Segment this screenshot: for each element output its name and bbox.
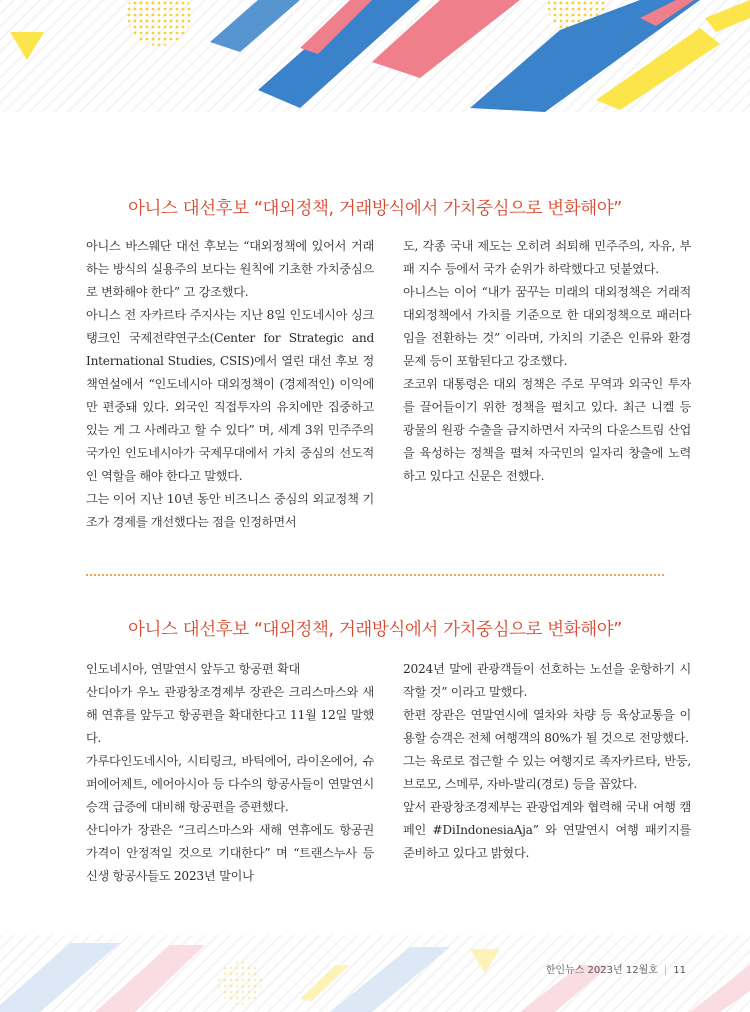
pink-stroke-shape <box>95 945 205 1012</box>
paragraph: 인도네시아, 연말연시 앞두고 항공편 확대 <box>86 662 301 676</box>
yellow-stroke-shape <box>300 965 350 1001</box>
paragraph: 산디아가 우노 관광창조경제부 장관은 크리스마스와 새해 연휴를 앞두고 항공편을 확대한다고 11월 12일 말했다. <box>86 685 374 745</box>
paragraph: 2024년 말에 관광객들이 선호하는 노선을 운항하기 시작할 것” 이라고 말했다. <box>403 662 691 699</box>
article-1-left-column <box>86 235 374 534</box>
article-2-left-column <box>86 658 374 888</box>
paragraph: 아니스는 이어 “내가 꿈꾸는 미래의 대외정책은 거래적 대외정책에서 가치를 기준으로 한 대외정책으로 패러다임을 전환하는 것” 이라며, 가치의 기준은 인류와 환경 문제 등이 포함된다고 강조했다. <box>403 285 691 368</box>
paragraph: 그는 육로로 접근할 수 있는 여행지로 족자카르타, 반둥, 브로모, 스메루, 자바-발리(경로) 등을 꼽았다. <box>403 754 691 791</box>
paragraph: 가루다인도네시아, 시티링크, 바틱에어, 라이온에어, 슈퍼에어제트, 에어아시아 등 다수의 항공사들이 연말연시 승객 급증에 대비해 항공편을 증편했다. <box>86 754 374 814</box>
yellow-stroke-shape <box>705 0 750 32</box>
footer-separator: | <box>663 965 668 976</box>
page-number: 11 <box>673 965 686 976</box>
dotted-circle-shape <box>127 0 191 46</box>
article-1-right-column <box>403 235 691 488</box>
paragraph: 도, 각종 국내 제도는 오히려 쇠퇴해 민주주의, 자유, 부패 지수 등에서 국가 순위가 하락했다고 덧붙였다. <box>403 239 691 276</box>
article-2-headline: 아니스 대선후보 “대외정책, 거래방식에서 가치중심으로 변화해야” <box>128 620 622 640</box>
blue-stroke-shape <box>0 943 120 1012</box>
dotted-divider <box>86 574 664 576</box>
article-2-right-column <box>403 658 691 865</box>
yellow-triangle-shape <box>470 949 500 973</box>
paragraph: 한편 장관은 연말연시에 열차와 차량 등 육상교통을 이용할 승객은 전체 여행객의 80%가 될 것으로 전망했다. <box>403 708 691 745</box>
paragraph: 아니스 전 자카르타 주지사는 지난 8일 인도네시아 싱크탱크인 국제전략연구소(Center for Strategic and International Studies, CSIS)에서 열린 대선 후보 정책연설에서 “인도네시아 대외정책이 (경제적인) 이익에만 편중돼 있다. 외국인 직접투자의 유치에만 집중하고 있는 게 그 사례라고 할 수 있다” 며, 세계 3위 민주주의 국가인 인도네시아가 국제무대에서 가치 중심의 선도적인 역할을 해야 한다고 말했다. <box>86 308 374 483</box>
paragraph: 산디아가 장관은 “크리스마스와 새해 연휴에도 항공권 가격이 안정적일 것으로 기대한다” 며 “트랜스누사 등 신생 항공사들도 2023년 말이나 <box>86 823 374 883</box>
page-footer <box>546 961 686 976</box>
paragraph: 그는 이어 지난 10년 동안 비즈니스 중심의 외교정책 기조가 경제를 개선했다는 점을 인정하면서 <box>86 492 374 529</box>
article-1-headline: 아니스 대선후보 “대외정책, 거래방식에서 가치중심으로 변화해야” <box>128 199 622 219</box>
blue-stroke-shape <box>210 0 300 52</box>
dotted-circle-shape <box>218 961 262 1005</box>
top-decorative-shapes <box>0 0 750 112</box>
blue-stroke-shape <box>330 947 450 1012</box>
issue-label: 한인뉴스 2023년 12월호 <box>545 965 658 976</box>
paragraph: 아니스 바스웨단 대선 후보는 “대외정책에 있어서 거래하는 방식의 실용주의 보다는 원칙에 기초한 가치중심으로 변화해야 한다” 고 강조했다. <box>86 239 374 299</box>
paragraph: 앞서 관광창조경제부는 관광업계와 협력해 국내 여행 캠페인 #DiIndonesiaAja” 와 연말연시 여행 패키지를 준비하고 있다고 밝혔다. <box>403 800 691 860</box>
yellow-triangle-shape <box>10 32 44 60</box>
paragraph: 조코위 대통령은 대외 정책은 주로 무역과 외국인 투자를 끌어들이기 위한 정책을 펼치고 있다. 최근 니켈 등 광물의 원광 수출을 금지하면서 자국의 다운스트림 산업을 육성하는 정책을 펼쳐 자국민의 일자리 창출에 노력하고 있다고 신문은 전했다. <box>403 377 691 483</box>
pink-stroke-shape <box>690 965 750 1012</box>
